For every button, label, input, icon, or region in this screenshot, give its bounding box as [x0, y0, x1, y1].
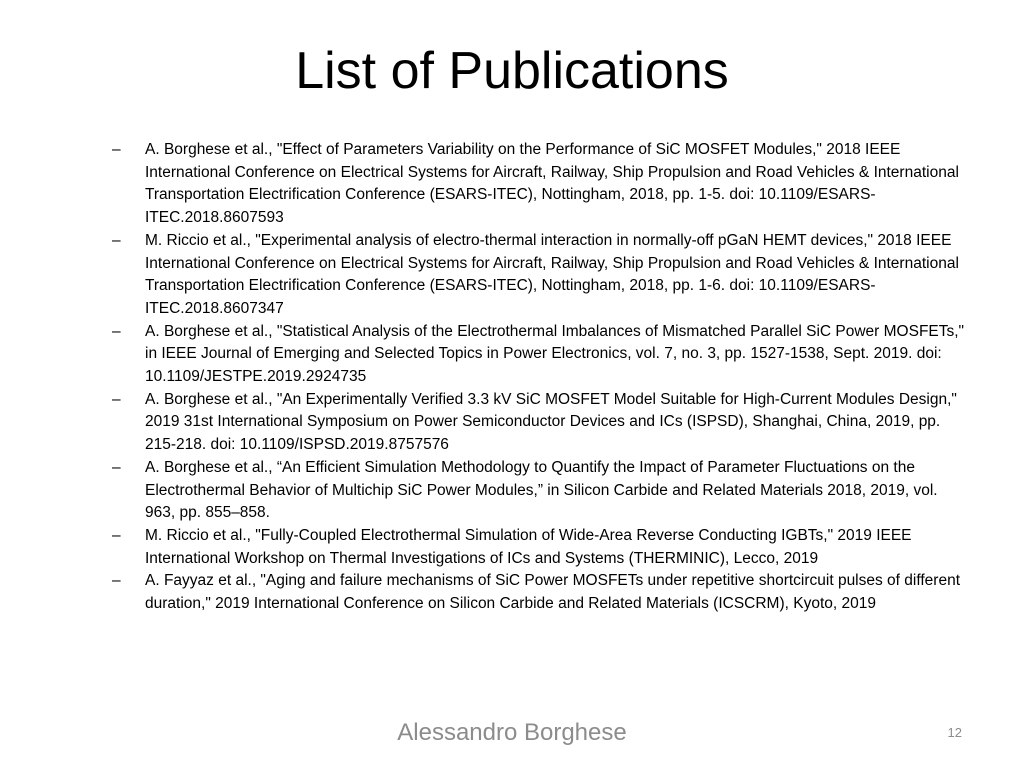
publication-text: M. Riccio et al., "Experimental analysis of electro-thermal interaction in normally-off pGaN HEMT devices," 2018 IEEE International Conference on Electrical Systems for Aircraft, Railway, Ship Propulsion and Road Vehicles & International Transportation Electrification Conference (ESARS-ITEC), Nottingham, 2018, pp. 1-6. doi: 10.1109/ESARS-ITEC.2018.8607347 — [145, 231, 959, 317]
publication-text: M. Riccio et al., "Fully-Coupled Electrothermal Simulation of Wide-Area Reverse Conducting IGBTs," 2019 IEEE International Workshop on Thermal Investigations of ICs and Systems (THERMINIC), Lecco, 2019 — [145, 526, 912, 567]
dash-bullet: – — [112, 322, 121, 340]
publication-text: A. Borghese et al., "Statistical Analysis of the Electrothermal Imbalances of Mismatched Parallel SiC Power MOSFETs," in IEEE Journal of Emerging and Selected Topics in Power Electronics, vol. 7, no. 3, pp. 1527-1538, Sept. 2019. doi: 10.1109/JESTPE.2019.2924735 — [145, 322, 965, 386]
dash-bullet: – — [112, 458, 121, 476]
publication-text: A. Borghese et al., "Effect of Parameters Variability on the Performance of SiC MOSFET Modules," 2018 IEEE International Conference on Electrical Systems for Aircraft, Railway, Ship Propulsion and Road Vehicles & International Transportation Electrification Conference (ESARS-ITEC), Nottingham, 2018, pp. 1-5. doi: 10.1109/ESARS-ITEC.2018.8607593 — [145, 141, 959, 227]
publication-item — [112, 525, 968, 570]
dash-bullet: – — [112, 572, 121, 590]
publication-item — [112, 139, 968, 230]
publication-list — [112, 139, 968, 616]
footer-author: Alessandro Borghese — [397, 719, 627, 746]
page-number: 12 — [947, 725, 962, 740]
dash-bullet: – — [112, 141, 121, 158]
dash-bullet: – — [112, 526, 121, 544]
dash-bullet: – — [112, 390, 121, 408]
publication-text: A. Fayyaz et al., "Aging and failure mechanisms of SiC Power MOSFETs under repetitive shortcircuit pulses of different duration," 2019 International Conference on Silicon Carbide and Related Materials (ICSCRM), Kyoto, 2019 — [145, 572, 961, 613]
publication-item — [112, 457, 968, 525]
slide-title: List of Publications — [295, 42, 729, 100]
publication-item — [112, 321, 968, 389]
publication-item — [112, 570, 968, 615]
publication-item — [112, 389, 968, 457]
publication-item — [112, 230, 968, 321]
publication-text: A. Borghese et al., “An Efficient Simulation Methodology to Quantify the Impact of Parameter Fluctuations on the Electrothermal Behavior of Multichip SiC Power Modules,” in Silicon Carbide and Related Materials 2018, 2019, vol. 963, pp. 855–858. — [145, 458, 938, 522]
dash-bullet: – — [112, 231, 121, 249]
publication-text: A. Borghese et al., "An Experimentally Verified 3.3 kV SiC MOSFET Model Suitable for High-Current Modules Design," 2019 31st International Symposium on Power Semiconductor Devices and ICs (ISPSD), Shanghai, China, 2019, pp. 215-218. doi: 10.1109/ISPSD.2019.8757576 — [145, 390, 957, 454]
